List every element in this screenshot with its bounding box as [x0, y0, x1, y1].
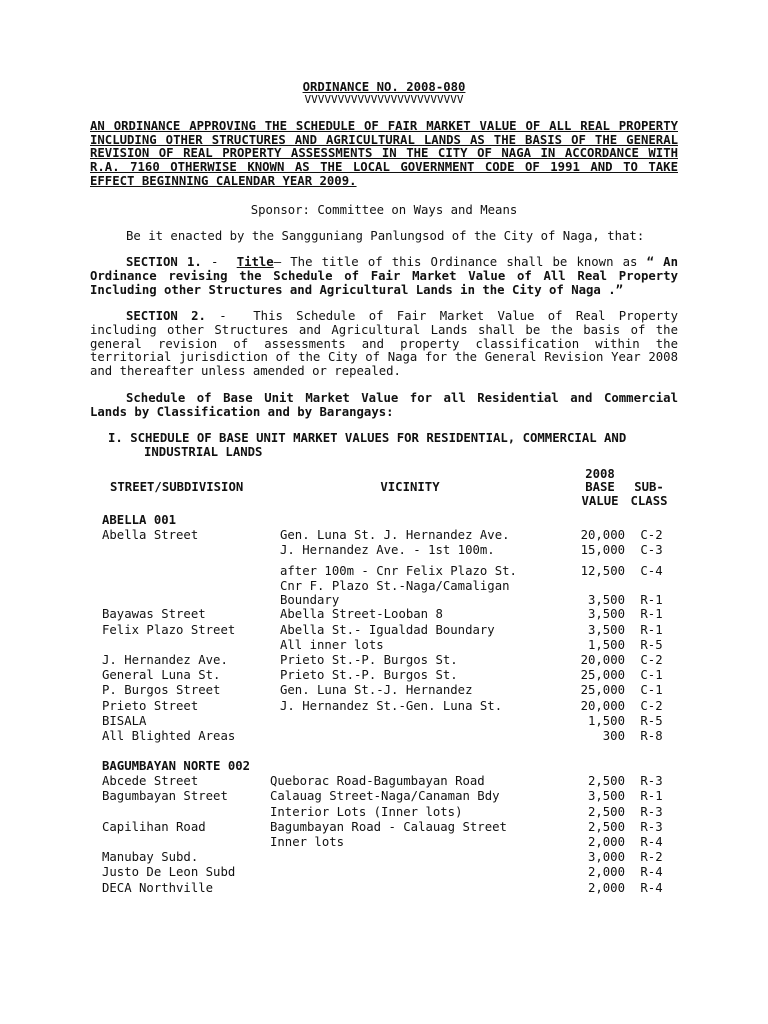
cell-vicinity	[280, 729, 525, 744]
part-one-title: SCHEDULE OF BASE UNIT MARKET VALUES FOR RESIDENTIAL, COMMERCIAL AND INDUSTRIAL LANDS	[130, 431, 627, 459]
part-one-heading	[90, 432, 678, 459]
cell-street: Prieto Street	[102, 698, 199, 713]
section-1-quoted-title: “ An Ordinance revising the Schedule of Fair Market Value of All Real Property Including other Structures and Agricultural Lands in the City of Naga .”	[90, 255, 678, 297]
section-1	[90, 256, 678, 297]
section-gap	[90, 744, 678, 759]
cell-street	[90, 564, 280, 579]
cell-value: 20,000	[580, 652, 625, 667]
table-row	[90, 820, 678, 835]
barangay-heading: BAGUMBAYAN NORTE 002	[102, 759, 251, 774]
cell-vicinity: Inner lots	[270, 835, 345, 850]
section-2-label: SECTION 2.	[126, 309, 206, 324]
section-2	[90, 310, 678, 379]
table-row	[90, 607, 678, 622]
cell-vicinity: J. Hernandez Ave. - 1st 100m.	[280, 542, 495, 557]
cell-vicinity: Bagumbayan Road - Calauag Street	[270, 819, 507, 834]
section-2-text: This Schedule of Fair Market Value of Real Property including other Structures and Agricultural Lands shall be the basis of the general revision of assessments and property classification within the territorial jurisdiction of the City of Naga for the General Revision Year 2008 and thereafter unless amended or repealed.	[90, 309, 679, 379]
table-row	[90, 850, 678, 865]
ordinance-title: AN ORDINANCE APPROVING THE SCHEDULE OF FAIR MARKET VALUE OF ALL REAL PROPERTY INCLUDING OTHER STRUCTURES AND AGRICULTURAL LANDS AS THE BASIS OF THE GENERAL REVISION OF REAL PROPERTY ASSESSMENTS IN THE CITY OF NAGA IN ACCORDANCE WITH R.A. 7160 OTHERWISE KNOWN AS THE LOCAL GOVERNMENT CODE OF 1991 AND TO TAKE EFFECT BEGINNING CALENDAR YEAR 2009.	[90, 119, 678, 188]
section-2-dash: -	[205, 309, 240, 324]
header-subclass	[620, 481, 678, 508]
section-1-title-label: Title	[236, 255, 274, 270]
cell-subclass: R-1	[640, 789, 663, 804]
cell-vicinity: Prieto St.-P. Burgos St.	[280, 668, 458, 683]
cell-value: 3,000	[587, 850, 625, 865]
ordinance-number: ORDINANCE NO. 2008-080	[302, 80, 466, 94]
header-subclass-line-1: SUB-	[634, 480, 664, 495]
cell-value: 3,500	[587, 622, 625, 637]
table-row	[90, 638, 678, 653]
cell-street: P. Burgos Street	[102, 683, 221, 698]
cell-value: 3,500	[587, 789, 625, 804]
header-vicinity: VICINITY	[380, 480, 440, 495]
table-row	[90, 881, 678, 896]
table-header	[90, 468, 678, 509]
barangay-heading: ABELLA 001	[102, 512, 177, 527]
cell-street: Abella Street	[102, 527, 199, 542]
cell-subclass: R-1	[640, 607, 663, 622]
cell-subclass: R-1	[640, 593, 663, 608]
table-row	[90, 579, 678, 607]
cell-value: 1,500	[587, 637, 625, 652]
cell-street: General Luna St.	[102, 668, 221, 683]
title-underline-marks: VVVVVVVVVVVVVVVVVVVVVVVV	[304, 93, 464, 106]
cell-vicinity: Calauag Street-Naga/Canaman Bdy	[270, 789, 500, 804]
cell-vicinity: after 100m - Cnr Felix Plazo St.	[280, 564, 517, 579]
cell-value: 20,000	[580, 698, 625, 713]
cell-street: Felix Plazo Street	[102, 622, 236, 637]
cell-subclass: R-3	[640, 819, 663, 834]
table-row	[90, 729, 678, 744]
cell-value: 12,500	[580, 564, 625, 579]
cell-vicinity: Gen. Luna St. J. Hernandez Ave.	[280, 527, 510, 542]
cell-vicinity	[280, 714, 525, 729]
table-row	[90, 683, 678, 698]
cell-value: 2,000	[587, 865, 625, 880]
document-page	[90, 80, 678, 896]
cell-subclass: C-2	[640, 527, 663, 542]
table-row	[90, 774, 678, 789]
cell-street	[90, 805, 270, 820]
cell-street	[90, 638, 280, 653]
cell-value: 20,000	[580, 527, 625, 542]
cell-vicinity: Queborac Road-Bagumbayan Road	[270, 774, 485, 789]
cell-subclass: R-8	[640, 729, 663, 743]
cell-subclass: R-5	[640, 713, 663, 728]
cell-value: 2,500	[587, 774, 625, 789]
table-row	[90, 528, 678, 543]
cell-subclass: C-1	[640, 668, 663, 683]
cell-value: 2,500	[587, 819, 625, 834]
cell-street: DECA Northville	[102, 880, 214, 895]
cell-subclass: R-3	[640, 774, 663, 789]
cell-value: 25,000	[580, 683, 625, 698]
cell-subclass: R-4	[640, 865, 663, 880]
cell-value: 2,000	[587, 835, 625, 850]
cell-street: Bagumbayan Street	[102, 789, 228, 804]
cell-street	[90, 835, 270, 850]
cell-vicinity	[270, 881, 525, 896]
header-value-line-1: 2008	[585, 466, 615, 481]
cell-vicinity: Cnr F. Plazo St.-Naga/Camaligan Boundary	[280, 579, 510, 608]
cell-subclass: R-3	[640, 804, 663, 819]
table-row	[90, 653, 678, 668]
table-row	[90, 668, 678, 683]
cell-vicinity: Interior Lots (Inner lots)	[270, 804, 463, 819]
cell-street: Capilihan Road	[102, 819, 206, 834]
cell-street: Manubay Subd.	[102, 850, 199, 865]
section-1-dash: -	[201, 255, 228, 270]
cell-value: 2,500	[587, 804, 625, 819]
cell-subclass: C-2	[640, 698, 663, 713]
cell-value: 3,500	[587, 593, 625, 608]
table-row	[90, 543, 678, 558]
cell-subclass: R-2	[640, 850, 663, 865]
cell-street: J. Hernandez Ave.	[102, 652, 228, 667]
cell-street	[90, 543, 280, 558]
table-row	[90, 789, 678, 804]
enacting-clause: Be it enacted by the Sangguniang Panlungsod of the City of Naga, that:	[126, 228, 645, 243]
cell-vicinity: Gen. Luna St.-J. Hernandez	[280, 683, 473, 698]
cell-street	[90, 579, 280, 607]
cell-subclass: R-4	[640, 835, 663, 850]
cell-subclass: R-5	[640, 637, 663, 652]
cell-value: 1,500	[587, 713, 625, 728]
cell-value: 2,000	[587, 880, 625, 895]
cell-subclass: C-4	[640, 564, 663, 579]
table-row	[90, 865, 678, 880]
cell-value: 3,500	[587, 607, 625, 622]
cell-value: 25,000	[580, 668, 625, 683]
cell-street: Justo De Leon Subd	[102, 865, 236, 880]
cell-subclass: R-4	[640, 880, 663, 895]
header-value-line-2: BASE	[585, 480, 615, 495]
schedule-heading: Schedule of Base Unit Market Value for all Residential and Commercial Lands by Classification and by Barangays:	[90, 390, 678, 419]
cell-vicinity: Abella Street-Looban 8	[280, 607, 443, 622]
table-row	[90, 623, 678, 638]
sponsor-line: Sponsor: Committee on Ways and Means	[250, 202, 518, 217]
header-street: STREET/SUBDIVISION	[110, 480, 244, 495]
cell-street: Abcede Street	[102, 774, 199, 789]
cell-street: Bayawas Street	[102, 607, 206, 622]
table-row	[90, 564, 678, 579]
cell-subclass: C-3	[640, 542, 663, 557]
table-row	[90, 835, 678, 850]
cell-street: BISALA	[102, 713, 147, 728]
header-base-value	[520, 468, 620, 509]
cell-subclass: R-1	[640, 622, 663, 637]
cell-vicinity: Abella St.- Igualdad Boundary	[280, 622, 495, 637]
cell-vicinity: All inner lots	[280, 637, 384, 652]
header-value-line-3: VALUE	[581, 494, 619, 509]
header-subclass-line-2: CLASS	[630, 494, 668, 509]
part-one-numeral: I.	[108, 431, 123, 446]
cell-vicinity: J. Hernandez St.-Gen. Luna St.	[280, 698, 503, 713]
section-1-label: SECTION 1.	[126, 255, 202, 270]
table-row	[90, 699, 678, 714]
table-row	[90, 714, 678, 729]
cell-street: All Blighted Areas	[102, 729, 236, 743]
cell-subclass: C-2	[640, 652, 663, 667]
cell-vicinity	[270, 865, 525, 880]
section-1-text: – The title of this Ordinance shall be known as	[273, 255, 647, 270]
cell-value: 15,000	[580, 542, 625, 557]
cell-vicinity	[270, 850, 525, 865]
cell-vicinity: Prieto St.-P. Burgos St.	[280, 652, 458, 667]
cell-value: 300	[602, 729, 625, 743]
cell-subclass: C-1	[640, 683, 663, 698]
table-row	[90, 805, 678, 820]
